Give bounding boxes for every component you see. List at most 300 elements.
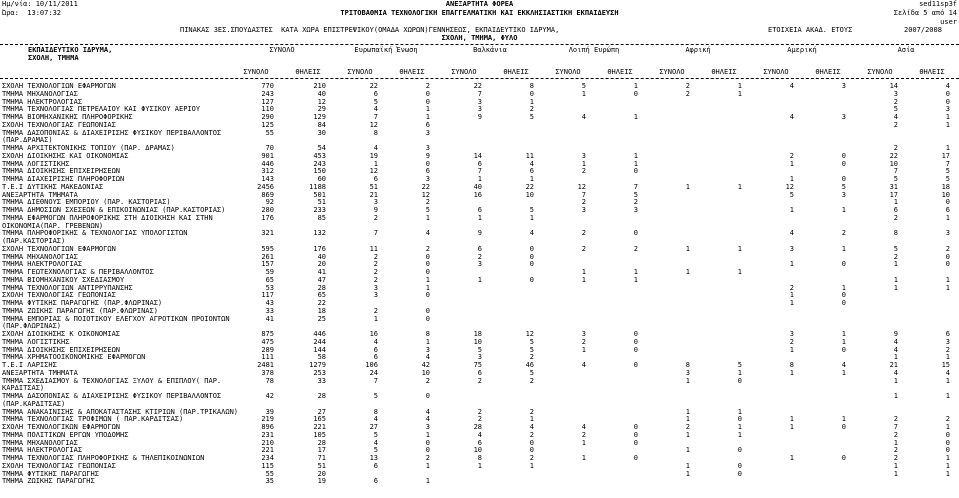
cell-value: 280 <box>261 206 274 214</box>
header-row-school <box>0 54 959 63</box>
cell-value: 6 <box>945 330 950 338</box>
cell-value: 1 <box>789 159 794 168</box>
cell-value: 2 <box>893 252 898 261</box>
cell-value: 51 <box>317 198 326 207</box>
cell-value: 5 <box>633 190 638 199</box>
cell-value: 1 <box>581 159 586 168</box>
cell-value: 41 <box>317 268 326 276</box>
table-row <box>0 477 959 486</box>
cell-value: 4 <box>945 82 950 90</box>
cell-value: 2 <box>529 105 534 114</box>
cell-value: 2 <box>893 454 898 462</box>
cell-value: 1 <box>893 376 898 385</box>
cell-value: 5 <box>373 97 378 106</box>
cell-value: 1 <box>685 182 690 191</box>
cell-value: 2 <box>529 454 534 462</box>
cell-value: 22 <box>473 82 482 90</box>
cell-value: 1 <box>685 430 690 439</box>
cell-value: 2 <box>477 252 482 261</box>
cell-value: 210 <box>261 438 274 447</box>
cell-value: 1 <box>893 438 898 447</box>
cell-value: 5 <box>581 82 586 90</box>
cell-value: 9 <box>425 151 430 160</box>
cell-value: 9 <box>477 113 482 121</box>
cell-value: 0 <box>529 89 534 98</box>
cell-value: 165 <box>313 415 326 424</box>
row-label: ΤΜΗΜΑ ΜΗΧΑΝΟΛΟΓΙΑΣ <box>2 89 78 98</box>
cell-value: 1 <box>789 415 794 424</box>
row-label: ΤΜΗΜΑ ΔΙΕΘΝΟΥΣ ΕΜΠΟΡΙΟΥ (ΠΑΡ. ΚΑΣΤΟΡΙΑΣ) <box>2 198 171 207</box>
cell-value: 3 <box>633 206 638 214</box>
cell-value: 501 <box>313 190 326 199</box>
cell-value: 3 <box>841 82 846 90</box>
cell-value: 42 <box>421 361 430 369</box>
row-label: ΤΜΗΜΑ ΠΟΛΙΤΙΚΩΝ ΕΡΓΩΝ ΥΠΟΔΟΜΗΣ <box>2 430 129 439</box>
cell-value: 46 <box>525 361 534 369</box>
cell-value: 176 <box>313 244 326 253</box>
cell-value: 4 <box>789 229 794 238</box>
cell-value: 4 <box>945 368 950 377</box>
cell-value: 0 <box>737 461 742 470</box>
cell-value: 1 <box>477 275 482 284</box>
cell-value: 6 <box>477 368 482 377</box>
cell-value: 13 <box>369 454 378 462</box>
cell-value: 5 <box>373 430 378 439</box>
cell-value: 3 <box>789 244 794 253</box>
cell-value: 1 <box>789 206 794 214</box>
cell-value: 2 <box>893 144 898 152</box>
column-group-label: Ασία <box>897 46 915 54</box>
cell-value: 4 <box>893 337 898 346</box>
cell-value: 110 <box>261 105 274 114</box>
cell-value: 0 <box>737 415 742 424</box>
cell-value: 157 <box>261 260 274 269</box>
cell-value: 1 <box>841 244 846 253</box>
cell-value: 1 <box>685 376 690 385</box>
cell-value: 7 <box>633 182 638 191</box>
row-label: Τ.Ε.Ι ΛΑΡΙΣΗΣ <box>2 361 57 369</box>
cell-value: 1 <box>685 469 690 478</box>
cell-value: 150 <box>313 167 326 176</box>
cell-value: 5 <box>841 182 846 191</box>
report-date: Ημ/νία: 10/11/2011 <box>2 0 78 8</box>
cell-value: 8 <box>529 82 534 90</box>
cell-value: 5 <box>425 206 430 214</box>
cell-value: 0 <box>945 89 950 98</box>
cell-value: 65 <box>265 275 274 284</box>
cell-value: 4 <box>841 361 846 369</box>
cell-value: 1 <box>425 113 430 121</box>
cell-value: 28 <box>473 423 482 431</box>
cell-value: 1 <box>945 353 950 362</box>
row-label: ΤΜΗΜΑ ΔΙΟΙΚΗΣΗΣ ΕΠΙΧΕΙΡΗΣΕΩΝ <box>2 345 121 354</box>
cell-value: 2 <box>477 415 482 424</box>
cell-value: 10 <box>525 190 534 199</box>
cell-value: 234 <box>261 454 274 462</box>
cell-value: 1 <box>581 438 586 447</box>
column-group-label: Λοιπή Ευρώπη <box>568 46 620 54</box>
cell-value: 1 <box>425 430 430 439</box>
cell-value: 19 <box>317 477 326 486</box>
row-label: ΤΜΗΜΑ ΕΦΑΡΜΟΓΩΝ ΠΛΗΡΟΦΟΡΙΚΗΣ ΣΤΗ ΔΙΟΙΚΗΣΗ ΚΑΙ ΣΤΗΝ <box>2 213 213 222</box>
cell-value: 2 <box>789 337 794 346</box>
cell-value: 43 <box>265 299 274 307</box>
cell-value: 9 <box>373 206 378 214</box>
cell-value: 3 <box>425 128 430 137</box>
cell-value: 770 <box>261 82 274 90</box>
row-label: ΑΝΕΞΑΡΤΗΤΑ ΤΜΗΜΑΤΑ <box>2 190 78 199</box>
cell-value: 7 <box>373 229 378 238</box>
cell-value: 39 <box>265 407 274 416</box>
header-line-1 <box>0 0 959 9</box>
cell-value: 0 <box>425 159 430 168</box>
cell-value: 1 <box>789 260 794 269</box>
cell-value: 231 <box>261 430 274 439</box>
cell-value: 3 <box>841 190 846 199</box>
cell-value: 2 <box>633 198 638 207</box>
cell-value: 28 <box>317 438 326 447</box>
cell-value: 5 <box>529 206 534 214</box>
cell-value: 1279 <box>309 361 326 369</box>
cell-value: 0 <box>425 268 430 276</box>
cell-value: 3 <box>477 97 482 106</box>
cell-value: 1 <box>425 461 430 470</box>
row-label: (ΠΑΡ.ΦΛΩΡΙΝΑΣ) <box>2 322 62 331</box>
row-label: ΑΝΕΞΑΡΤΗΤΑ ΤΜΗΜΑΤΑ <box>2 368 78 377</box>
cell-value: 5 <box>373 392 378 400</box>
cell-value: 0 <box>633 430 638 439</box>
cell-value: 2 <box>477 376 482 385</box>
cell-value: 71 <box>317 454 326 462</box>
cell-value: 8 <box>373 407 378 416</box>
cell-value: 55 <box>265 469 274 478</box>
cell-value: 446 <box>261 159 274 168</box>
cell-value: 1 <box>529 213 534 222</box>
header-line-2 <box>0 9 959 18</box>
cell-value: 1 <box>737 82 742 90</box>
cell-value: 1 <box>893 353 898 362</box>
cell-value: 14 <box>889 82 898 90</box>
cell-value: 3 <box>581 151 586 160</box>
cell-value: 17 <box>941 151 950 160</box>
row-label: ΤΜΗΜΑ ΒΙΟΜΗΧΑΝΙΚΗΣ ΠΛΗΡΟΦΟΡΙΚΗΣ <box>2 113 133 121</box>
cell-value: 4 <box>373 144 378 152</box>
cell-value: 5 <box>477 345 482 354</box>
cell-value: 60 <box>317 175 326 183</box>
cell-value: 28 <box>317 392 326 400</box>
cell-value: 2 <box>581 244 586 253</box>
sub-header-total: ΣΥΝΟΛΟ <box>867 68 893 76</box>
cell-value: 29 <box>317 105 326 114</box>
cell-value: 2 <box>893 97 898 106</box>
cell-value: 2 <box>893 446 898 455</box>
cell-value: 1 <box>945 275 950 284</box>
cell-value: 2 <box>373 213 378 222</box>
cell-value: 0 <box>841 454 846 462</box>
cell-value: 8 <box>893 229 898 238</box>
row-label: ΤΜΗΜΑ ΦΥΤΙΚΗΣ ΠΑΡΑΓΩΓΗΣ <box>2 469 99 478</box>
cell-value: 4 <box>529 229 534 238</box>
cell-value: 22 <box>889 151 898 160</box>
cell-value: 2 <box>425 376 430 385</box>
sub-header-total: ΣΥΝΟΛΟ <box>555 68 581 76</box>
report-title-3: ΠΙΝΑΚΑΣ 3ΕΣ.ΣΠΟΥΔΑΣΤΕΣ ΚΑΤΑ ΧΩΡΑ ΕΠΙΣΤΡΕΨΙΚΟΥ(ΟΜΑΔΑ ΧΩΡΩΝ)ΓΕΝΝΗΣΕΩΣ, ΕΚΠΑΙΔΕΥΤΙΚΟ ΙΔΡΥΜΑ, <box>180 26 560 34</box>
cell-value: 3 <box>477 105 482 114</box>
cell-value: 253 <box>313 368 326 377</box>
row-label: ΤΜΗΜΑ ΑΡΧΙΤΕΚΤΟΝΙΚΗΣ ΤΟΠΙΟΥ (ΠΑΡ. ΔΡΑΜΑΣ) <box>2 144 175 152</box>
cell-value: 7 <box>373 113 378 121</box>
cell-value: 2481 <box>257 361 274 369</box>
row-label: ΣΧΟΛΗ ΤΕΧΝΟΛΟΓΙΚΩΝ ΕΦΑΡΜΟΓΩΝ <box>2 423 121 431</box>
cell-value: 6 <box>477 159 482 168</box>
cell-value: 2 <box>529 353 534 362</box>
cell-value: 7 <box>893 423 898 431</box>
cell-value: 40 <box>317 89 326 98</box>
cell-value: 3 <box>477 260 482 269</box>
cell-value: 2 <box>425 198 430 207</box>
cell-value: 1 <box>737 407 742 416</box>
cell-value: 1 <box>425 213 430 222</box>
cell-value: 3 <box>425 345 430 354</box>
cell-value: 6 <box>373 345 378 354</box>
cell-value: 15 <box>941 361 950 369</box>
cell-value: 1 <box>789 345 794 354</box>
divider <box>0 44 959 45</box>
cell-value: 0 <box>529 275 534 284</box>
cell-value: 25 <box>317 314 326 323</box>
cell-value: 41 <box>265 314 274 323</box>
cell-value: 0 <box>425 260 430 269</box>
cell-value: 5 <box>893 175 898 183</box>
cell-value: 2 <box>373 252 378 261</box>
cell-value: 1 <box>477 461 482 470</box>
cell-value: 3 <box>373 283 378 292</box>
cell-value: 1 <box>945 376 950 385</box>
row-label: ΤΜΗΜΑ ΠΛΗΡΟΦΟΡΙΚΗΣ & ΤΕΧΝΟΛΟΓΙΑΣ ΥΠΟΛΟΓΙΣΤΩΝ <box>2 229 188 238</box>
column-group-label: Ευρωπαϊκή Ένωση <box>354 46 418 54</box>
sub-header-female: ΘΗΛΕΙΣ <box>295 68 321 76</box>
cell-value: 12 <box>369 120 378 129</box>
cell-value: 28 <box>317 283 326 292</box>
cell-value: 2456 <box>257 182 274 191</box>
cell-value: 2 <box>373 306 378 315</box>
cell-value: 22 <box>421 182 430 191</box>
cell-value: 1 <box>477 175 482 183</box>
cell-value: 4 <box>529 423 534 431</box>
cell-value: 1 <box>841 368 846 377</box>
cell-value: 896 <box>261 423 274 431</box>
cell-value: 290 <box>261 113 274 121</box>
cell-value: 2 <box>425 454 430 462</box>
cell-value: 2 <box>841 229 846 238</box>
cell-value: 1 <box>789 368 794 377</box>
row-label: ΤΜΗΜΑ ΜΗΧΑΝΟΛΟΓΙΑΣ <box>2 252 78 261</box>
cell-value: 33 <box>317 376 326 385</box>
institution-label: ΕΚΠΑΙΔΕΥΤΙΚΟ ΙΔΡΥΜΑ, <box>28 46 113 54</box>
cell-value: 2 <box>789 283 794 292</box>
cell-value: 111 <box>261 353 274 362</box>
sub-header-female: ΘΗΛΕΙΣ <box>815 68 841 76</box>
cell-value: 1 <box>477 213 482 222</box>
row-label: ΤΜΗΜΑ ΔΙΑΧΕΙΡΙΣΗΣ ΠΛΗΡΟΦΟΡΙΩΝ <box>2 175 125 183</box>
cell-value: 2 <box>581 167 586 176</box>
column-group-label: Βαλκάνια <box>473 46 507 54</box>
row-label: ΤΜΗΜΑ ΗΛΕΚΤΡΟΛΟΓΙΑΣ <box>2 260 83 269</box>
cell-value: 6 <box>945 206 950 214</box>
sub-header-female: ΘΗΛΕΙΣ <box>503 68 529 76</box>
cell-value: 0 <box>841 423 846 431</box>
cell-value: 1 <box>893 469 898 478</box>
cell-value: 6 <box>477 438 482 447</box>
row-label: ΤΜΗΜΑ ΜΗΧΑΝΟΛΟΓΙΑΣ <box>2 438 78 447</box>
row-label: ΤΜΗΜΑ ΖΩΙΚΗΣ ΠΑΡΑΓΩΓΗΣ <box>2 477 95 486</box>
cell-value: 2 <box>581 229 586 238</box>
cell-value: 12 <box>785 182 794 191</box>
cell-value: 10 <box>941 190 950 199</box>
cell-value: 5 <box>789 190 794 199</box>
sub-header-total: ΣΥΝΟΛΟ <box>451 68 477 76</box>
cell-value: 1 <box>425 283 430 292</box>
cell-value: 0 <box>633 229 638 238</box>
cell-value: 20 <box>317 469 326 478</box>
cell-value: 0 <box>529 252 534 261</box>
cell-value: 6 <box>373 353 378 362</box>
cell-value: 1 <box>581 454 586 462</box>
cell-value: 5 <box>893 244 898 253</box>
cell-value: 2 <box>685 423 690 431</box>
cell-value: 132 <box>313 229 326 238</box>
cell-value: 35 <box>265 477 274 486</box>
cell-value: 2 <box>945 244 950 253</box>
cell-value: 289 <box>261 345 274 354</box>
row-label: ΣΧΟΛΗ ΔΙΟΙΚΗΣΗΣ Κ ΟΙΚΟΝΟΜΙΑΣ <box>2 330 121 338</box>
cell-value: 3 <box>945 105 950 114</box>
cell-value: 143 <box>261 175 274 183</box>
sub-header-female: ΘΗΛΕΙΣ <box>919 68 945 76</box>
cell-value: 4 <box>529 159 534 168</box>
cell-value: 1 <box>633 113 638 121</box>
cell-value: 0 <box>633 89 638 98</box>
cell-value: 1 <box>633 151 638 160</box>
cell-value: 18 <box>941 182 950 191</box>
row-label: ΤΜΗΜΑ ΗΛΕΚΤΡΟΛΟΓΙΑΣ <box>2 446 83 455</box>
cell-value: 7 <box>945 159 950 168</box>
cell-value: 0 <box>529 446 534 455</box>
cell-value: 2 <box>893 430 898 439</box>
cell-value: 24 <box>369 368 378 377</box>
cell-value: 105 <box>313 430 326 439</box>
row-label: ΤΜΗΜΑ ΓΕΩΤΕΧΝΟΛΟΓΙΑΣ & ΠΕΡΙΒΑΛΛΟΝΤΟΣ <box>2 268 154 276</box>
cell-value: 51 <box>317 461 326 470</box>
cell-value: 0 <box>633 423 638 431</box>
cell-value: 1 <box>893 198 898 207</box>
cell-value: 144 <box>313 345 326 354</box>
cell-value: 7 <box>373 376 378 385</box>
cell-value: 0 <box>633 337 638 346</box>
cell-value: 0 <box>425 306 430 315</box>
cell-value: 4 <box>893 113 898 121</box>
cell-value: 4 <box>789 113 794 121</box>
cell-value: 0 <box>841 299 846 307</box>
row-label: ΤΜΗΜΑ ΣΧΕΔΙΑΣΜΟΥ & ΤΕΧΝΟΛΟΓΙΑΣ ΞΥΛΟΥ & ΕΠΙΠΛΟΥ( ΠΑΡ. <box>2 376 222 385</box>
cell-value: 53 <box>265 283 274 292</box>
cell-value: 2 <box>373 268 378 276</box>
cell-value: 1 <box>685 407 690 416</box>
cell-value: 70 <box>265 144 274 152</box>
cell-value: 0 <box>425 438 430 447</box>
cell-value: 4 <box>425 407 430 416</box>
row-label: ΤΜΗΜΑ ΔΗΜΟΣΙΩΝ ΣΧΕΣΕΩΝ & ΕΠΙΚΟΙΝΩΝΙΑΣ (ΠΑΡ.ΚΑΣΤΟΡΙΑΣ) <box>2 206 226 214</box>
cell-value: 17 <box>889 190 898 199</box>
cell-value: 1 <box>373 314 378 323</box>
cell-value: 0 <box>945 260 950 269</box>
cell-value: 11 <box>369 244 378 253</box>
row-label: ΤΜΗΜΑ ΗΛΕΚΤΡΟΛΟΓΙΑΣ <box>2 97 83 106</box>
cell-value: 1 <box>685 446 690 455</box>
academic-year: 2007/2008 <box>904 26 942 34</box>
report-time: Ώρα: 13:07:32 <box>2 9 62 17</box>
cell-value: 5 <box>945 175 950 183</box>
cell-value: 12 <box>369 167 378 176</box>
cell-value: 1 <box>373 159 378 168</box>
cell-value: 2 <box>581 337 586 346</box>
cell-value: 59 <box>265 268 274 276</box>
cell-value: 2 <box>893 213 898 222</box>
cell-value: 4 <box>425 353 430 362</box>
cell-value: 1 <box>945 454 950 462</box>
cell-value: 1 <box>633 268 638 276</box>
row-label: ΚΑΡΔΙΤΣΑΣ) <box>2 384 45 393</box>
cell-value: 20 <box>317 260 326 269</box>
cell-value: 5 <box>945 167 950 176</box>
cell-value: 1 <box>685 461 690 470</box>
cell-value: 0 <box>841 175 846 183</box>
cell-value: 0 <box>841 345 846 354</box>
cell-value: 55 <box>265 128 274 137</box>
cell-value: 3 <box>373 198 378 207</box>
cell-value: 6 <box>529 167 534 176</box>
cell-value: 11 <box>525 151 534 160</box>
cell-value: 3 <box>789 330 794 338</box>
cell-value: 2 <box>893 415 898 424</box>
report-id: sed11sp3f <box>919 0 957 8</box>
cell-value: 16 <box>473 190 482 199</box>
cell-value: 8 <box>373 128 378 137</box>
cell-value: 5 <box>529 345 534 354</box>
cell-value: 1 <box>425 275 430 284</box>
column-group-label: ΣΥΝΟΛΟ <box>269 46 295 54</box>
cell-value: 65 <box>317 291 326 300</box>
cell-value: 1 <box>841 283 846 292</box>
row-label: ΤΜΗΜΑ ΕΜΠΟΡΙΑΣ & ΠΟΙΟΤΙΚΟΥ ΕΛΕΓΧΟΥ ΑΓΡΟΤΙΚΩΝ ΠΡΟΙΟΝΤΩΝ <box>2 314 230 323</box>
cell-value: 1 <box>425 477 430 486</box>
cell-value: 6 <box>425 120 430 129</box>
cell-value: 8 <box>789 361 794 369</box>
cell-value: 321 <box>261 229 274 238</box>
cell-value: 0 <box>425 446 430 455</box>
cell-value: 2 <box>529 407 534 416</box>
cell-value: 92 <box>265 198 274 207</box>
row-label: Τ.Ε.Ι ΔΥΤΙΚΗΣ ΜΑΚΕΔΟΝΙΑΣ <box>2 182 104 191</box>
cell-value: 1 <box>425 337 430 346</box>
cell-value: 31 <box>889 182 898 191</box>
header-line-5 <box>0 34 959 43</box>
cell-value: 1 <box>841 330 846 338</box>
cell-value: 3 <box>945 229 950 238</box>
cell-value: 0 <box>529 260 534 269</box>
sub-header-female: ΘΗΛΕΙΣ <box>607 68 633 76</box>
cell-value: 0 <box>425 252 430 261</box>
